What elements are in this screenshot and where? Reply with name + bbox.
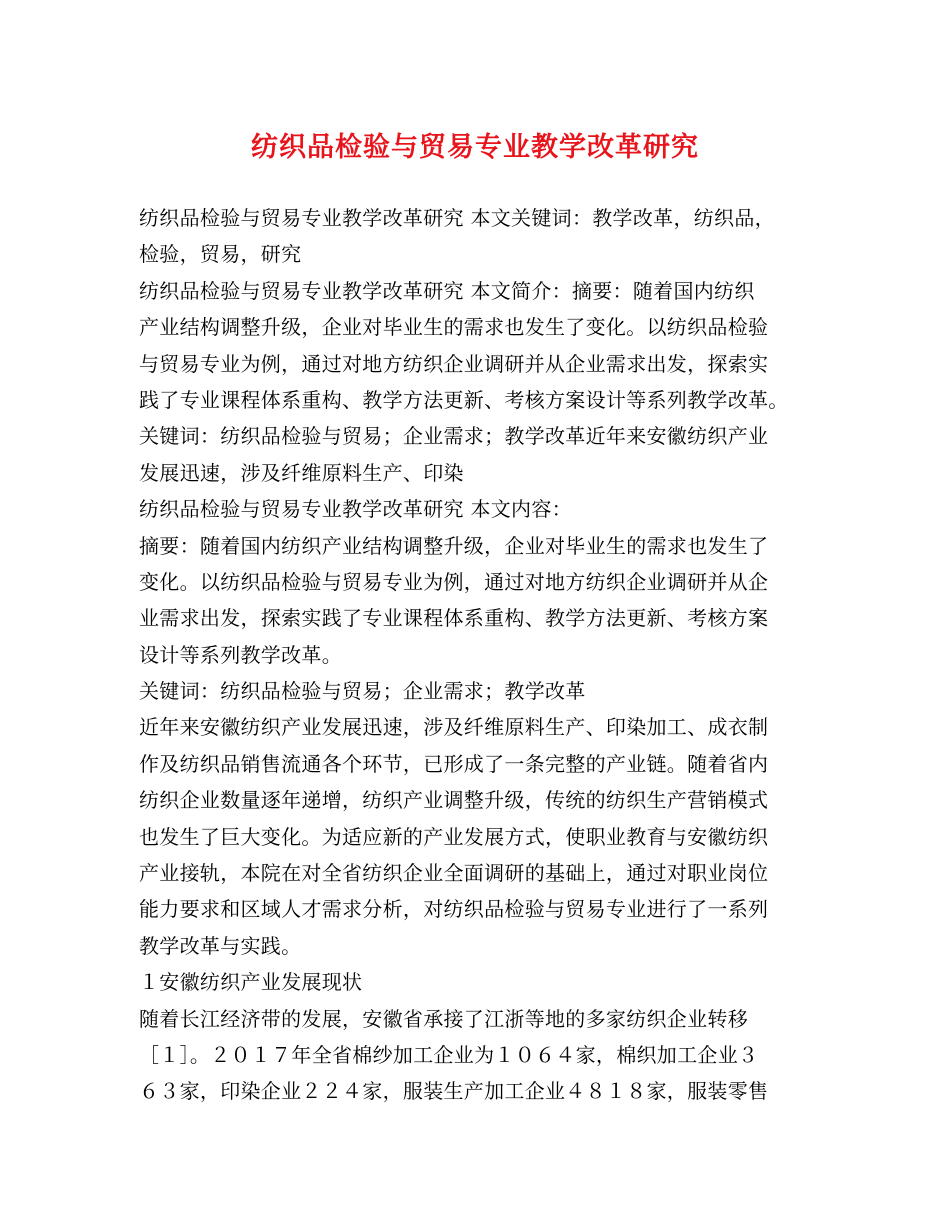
text-line: ６３家，印染企业２２４家，服装生产加工企业４８１８家，服装零售 [139, 1079, 769, 1104]
text-line: 践了专业课程体系重构、教学方法更新、考核方案设计等系列教学改革。 [139, 387, 789, 412]
text-line: 摘要：随着国内纺织产业结构调整升级，企业对毕业生的需求也发生了 [139, 533, 769, 558]
text-line: 变化。以纺织品检验与贸易专业为例，通过对地方纺织企业调研并从企 [139, 569, 769, 594]
text-line: 检验，贸易，研究 [139, 242, 302, 267]
text-line: 与贸易专业为例，通过对地方纺织企业调研并从企业需求出发，探索实 [139, 351, 769, 376]
text-line: 能力要求和区域人才需求分析，对纺织品检验与贸易专业进行了一系列 [139, 897, 769, 922]
text-line: 纺织品检验与贸易专业教学改革研究 本文关键词：教学改革，纺织品， [139, 206, 775, 230]
document-body [139, 200, 819, 1110]
section-heading: １安徽纺织产业发展现状 [139, 970, 363, 995]
text-line: 作及纺织品销售流通各个环节，已形成了一条完整的产业链。随着省内 [139, 751, 769, 776]
text-line: 纺织品检验与贸易专业教学改革研究 本文简介：摘要：随着国内纺织 [139, 278, 755, 303]
text-line: 也发生了巨大变化。为适应新的产业发展方式，使职业教育与安徽纺织 [139, 824, 769, 849]
document-title: 纺织品检验与贸易专业教学改革研究 [251, 132, 699, 163]
text-line: 发展迅速，涉及纤维原料生产、印染 [139, 460, 464, 485]
text-line: 近年来安徽纺织产业发展迅速，涉及纤维原料生产、印染加工、成衣制 [139, 715, 769, 740]
text-line: 产业结构调整升级，企业对毕业生的需求也发生了变化。以纺织品检验 [139, 315, 769, 340]
text-line: 纺织企业数量逐年递增，纺织产业调整升级，传统的纺织生产营销模式 [139, 788, 769, 813]
text-line: 纺织品检验与贸易专业教学改革研究 本文内容： [139, 497, 572, 522]
text-line: 教学改革与实践。 [139, 933, 302, 958]
text-line: 产业接轨，本院在对全省纺织企业全面调研的基础上，通过对职业岗位 [139, 861, 769, 886]
text-line: 设计等系列教学改革。 [139, 642, 342, 667]
text-line: ［１］。２０１７年全省棉纱加工企业为１０６４家，棉织加工企业３ [139, 1042, 759, 1067]
text-line: 关键词：纺织品检验与贸易；企业需求；教学改革近年来安徽纺织产业 [139, 424, 769, 449]
text-line: 关键词：纺织品检验与贸易；企业需求；教学改革 [139, 679, 586, 704]
text-line: 业需求出发，探索实践了专业课程体系重构、教学方法更新、考核方案 [139, 606, 769, 631]
text-line: 随着长江经济带的发展，安徽省承接了江浙等地的多家纺织企业转移 [139, 1006, 748, 1031]
